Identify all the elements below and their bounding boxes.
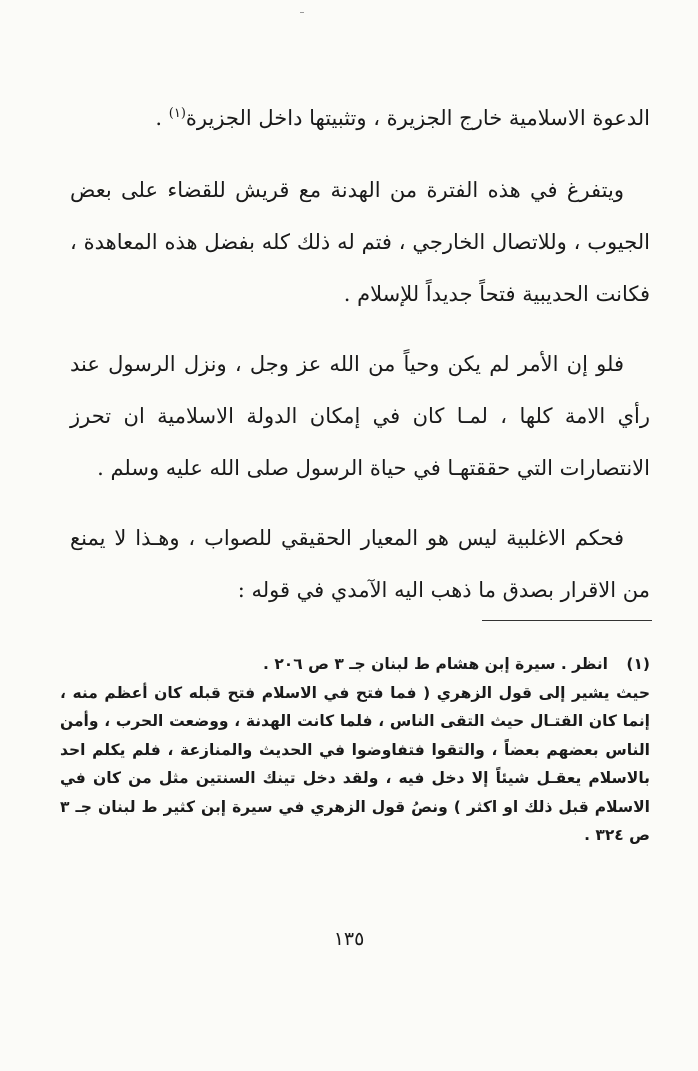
footnote-line-1: انظر . سيرة إبن هشام ط لبنان جـ ٣ ص ٢٠٦ . xyxy=(263,655,608,673)
paragraph-2 xyxy=(70,164,650,320)
scan-speck xyxy=(300,12,304,13)
footnote-separator xyxy=(482,620,652,621)
footnote xyxy=(60,650,650,850)
page-number: ١٣٥ xyxy=(333,928,365,950)
paragraph-2-text: ويتفرغ في هذه الفترة من الهدنة مع قريش للقضاء على بعض الجيوب ، وللاتصال الخارجي ، فتم له ذلك كله بفضل هذه المعاهدة ، فكانت الحديبية فتحاً جديداً للإسلام . xyxy=(70,178,650,306)
footnote-body: حيث يشير إلى قول الزهري ( فما فتح في الاسلام فتح قبله كان أعظم منه ، إنما كان القتـال حيث التقى الناس ، فلما كانت الهدنة ، ووضعت الحرب ، وأمن الناس بعضهم بعضاً ، والتقوا فتفاوضوا في الحديث والمنازعة ، فلم يكلم احد بالاسلام يعقـل شيئاً إلا دخل فيه ، ولقد دخل تينك السنتين مثل من كان في الاسلام قبل ذلك او اكثر ) ونصُ قول الزهري في سيرة إبن كثير ط لبنان جـ ٣ ص ٣٢٤ . xyxy=(60,683,650,844)
paragraph-1-end: . xyxy=(155,106,169,130)
footnote-first-line xyxy=(60,650,650,679)
main-text xyxy=(70,92,650,634)
paragraph-3-text: فلو إن الأمر لم يكن وحياً من الله عز وجل ، ونزل الرسول عند رأي الامة كلها ، لمـا كان في إمكان الدولة الاسلامية ان تحرز الانتصارات التي حققتهـا في حياة الرسول صلى الله عليه وسلم . xyxy=(70,352,650,480)
paragraph-4 xyxy=(70,512,650,616)
paragraph-1-text: الدعوة الاسلامية خارج الجزيرة ، وتثبيتها داخل الجزيرة xyxy=(185,106,650,130)
footnote-reference: (١) xyxy=(168,106,186,121)
paragraph-1 xyxy=(70,92,650,144)
paragraph-4-text: فحكم الاغلبية ليس هو المعيار الحقيقي للصواب ، وهـذا لا يمنع من الاقرار بصدق ما ذهب اليه الآمدي في قوله : xyxy=(70,526,650,602)
paragraph-3 xyxy=(70,338,650,494)
footnote-marker: (١) xyxy=(626,655,650,673)
